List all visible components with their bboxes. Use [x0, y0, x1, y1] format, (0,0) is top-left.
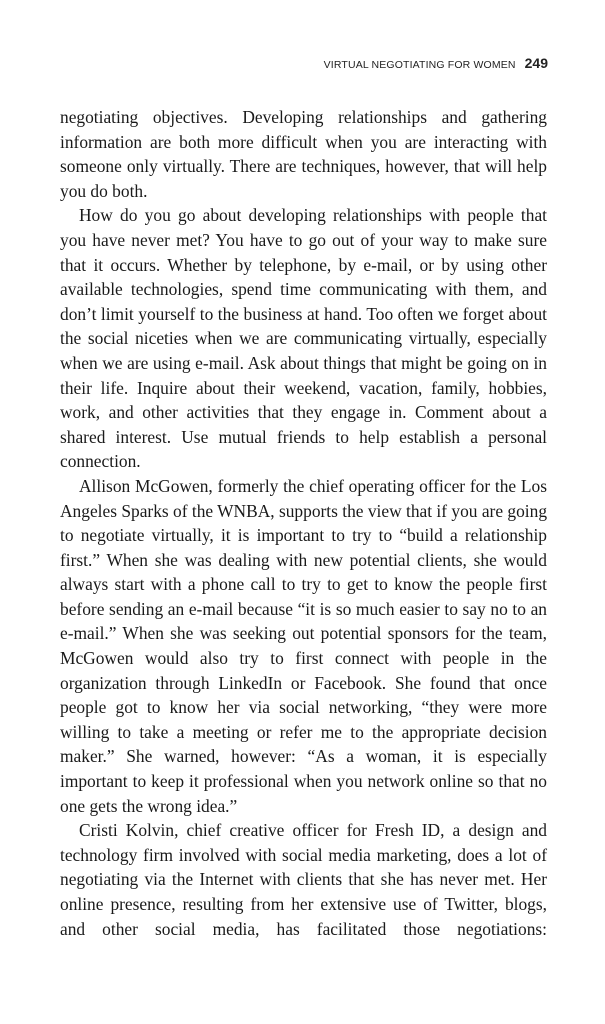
page-number: 249: [524, 55, 548, 71]
body-text: [60, 105, 547, 941]
paragraph-continuation: negotiating objectives. Developing relationships and gathering information are both more difficult when you are interacting with someone only virtually. There are techniques, however, that will help you do both.: [60, 107, 547, 201]
running-head-title: VIRTUAL NEGOTIATING FOR WOMEN: [323, 59, 516, 71]
paragraph-cristi-kolvin: Cristi Kolvin, chief creative officer for Fresh ID, a design and technology firm involved with social media marketing, does a lot of negotiating via the Internet with clients that she has never met. Her online presence, resulting from her extensive use of Twitter, blogs, and other social media, has facilitated those negotiations:: [60, 820, 547, 939]
running-head: [324, 55, 548, 71]
paragraph-allison-mcgowen: Allison McGowen, formerly the chief operating officer for the Los Angeles Sparks of the WNBA, supports the view that if you are going to negotiate virtually, it is important to try to “build a relationship first.” When she was dealing with new potential clients, she would always start with a phone call to try to get to know the people first before sending an e-mail because “it is so much easier to say no to an e-mail.” When she was seeking out potential sponsors for the team, McGowen would also try to first connect with people in the organization through LinkedIn or Facebook. She found that once people got to know her via social networking, “they were more willing to take a meeting or refer me to the appropriate decision maker.” She warned, however: “As a woman, it is especially important to keep it professional when you network online so that no one gets the wrong idea.”: [60, 475, 548, 816]
paragraph-developing-relationships: How do you go about developing relationships with people that you have never met? You have to go out of your way to make sure that it occurs. Whether by telephone, by e-mail, or by using other available technologies, spend time communicating with them, and don’t limit yourself to the business at hand. Too often we forget about the social niceties when we are communicating virtually, especially when we are using e-mail. Ask about things that might be going on in their life. Inquire about their weekend, vacation, family, hobbies, work, and other activities that they engage in. Comment about a shared interest. Use mutual friends to help establish a personal connection.: [60, 205, 547, 472]
